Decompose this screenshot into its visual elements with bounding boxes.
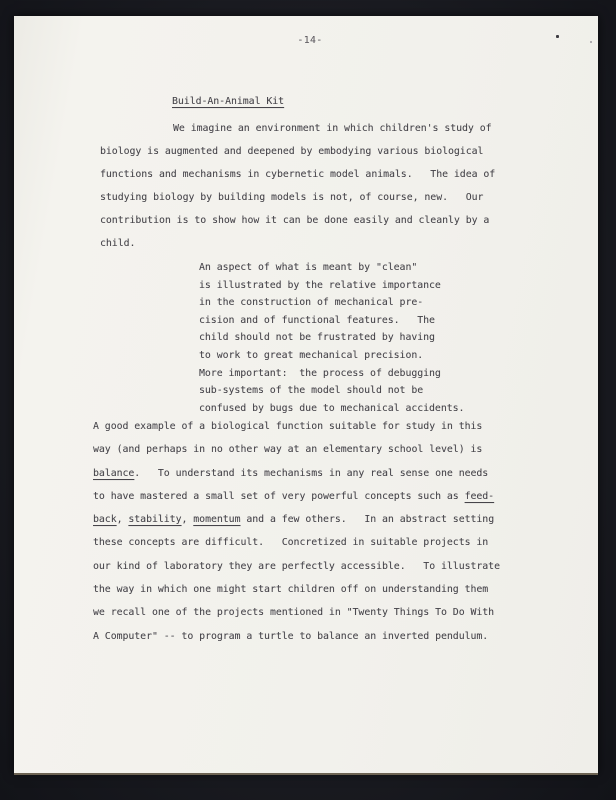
text-line: studying biology by building models is not, of course, new. Our <box>100 192 484 203</box>
scan-speck <box>556 35 559 38</box>
text-line: biology is augmented and deepened by embodying various biological <box>100 146 484 157</box>
text-line: An aspect of what is meant by "clean" <box>199 262 418 273</box>
text-line: confused by bugs due to mechanical accidents. <box>199 402 465 414</box>
text-line: sub-systems of the model should not be <box>199 385 424 397</box>
text-line: to have mastered a small set of very powerful concepts such as feed- <box>93 490 495 502</box>
paragraph-balance <box>93 415 500 648</box>
text-line: child. <box>100 238 136 249</box>
text-line: A Computer" -- to program a turtle to balance an inverted pendulum. <box>93 630 489 642</box>
text-line: our kind of laboratory they are perfectly accessible. To illustrate <box>93 560 500 572</box>
text-line: More important: the process of debugging <box>199 367 441 379</box>
text-line: to work to great mechanical precision. <box>199 349 424 361</box>
text-line: functions and mechanisms in cybernetic model animals. The idea of <box>100 169 496 180</box>
text-line: child should not be frustrated by having <box>199 332 435 344</box>
section-heading: Build-An-Animal Kit <box>172 96 285 107</box>
text-line: the way in which one might start children off on understanding them <box>93 584 489 596</box>
text-line: We imagine an environment in which children's study of <box>173 123 492 134</box>
text-line: we recall one of the projects mentioned in "Twenty Things To Do With <box>93 607 495 619</box>
text-line: contribution is to show how it can be done easily and cleanly by a <box>100 215 490 226</box>
text-line: these concepts are difficult. Concretized in suitable projects in <box>93 537 489 549</box>
blockquote-clean-aspect <box>199 259 464 417</box>
text-line: A good example of a biological function suitable for study in this <box>93 421 483 432</box>
text-line: way (and perhaps in no other way at an elementary school level) is <box>93 444 483 456</box>
paragraph-opening <box>100 117 495 255</box>
text-line: in the construction of mechanical pre- <box>199 297 424 309</box>
scan-speck <box>590 41 592 43</box>
text-line: back, stability, momentum and a few others. In an abstract setting <box>93 514 495 526</box>
text-line: is illustrated by the relative importance <box>199 279 441 291</box>
text-line: cision and of functional features. The <box>199 314 435 326</box>
paper-sheet <box>14 16 598 773</box>
text-line: balance. To understand its mechanisms in any real sense one needs <box>93 467 489 479</box>
page-number: -14- <box>297 35 323 46</box>
